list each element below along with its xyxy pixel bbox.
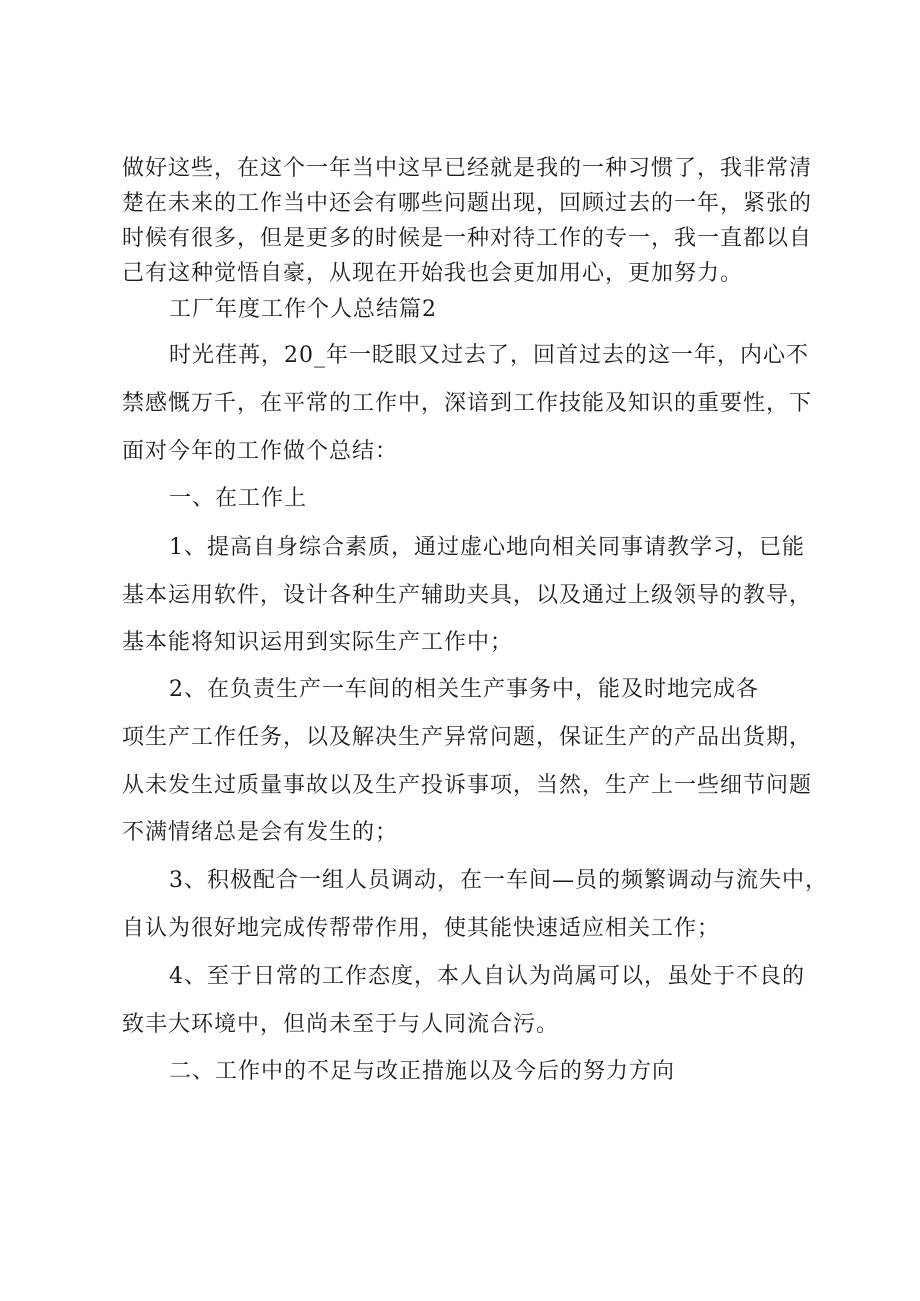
paragraph-line: 致丰大环境中，但尚未至于与人同流合污。	[122, 1012, 560, 1037]
paragraph-line: 1、提高自身综合素质，通过虚心地向相关同事请教学习，已能	[169, 535, 805, 560]
paragraph-line: 项生产工作任务，以及解决生产异常问题，保证生产的产品出货期，	[122, 725, 813, 750]
paragraph-line: 2、在负责生产一车间的相关生产事务中，能及时地完成各	[169, 677, 759, 702]
paragraph-line: 基本能将知识运用到实际生产工作中；	[122, 630, 514, 655]
paragraph-line: 3、积极配合一组人员调动，在一车间—员的频繁调动与流失中，	[169, 868, 828, 893]
paragraph-line: 从未发生过质量事故以及生产投诉事项，当然，生产上一些细节问题	[122, 773, 813, 798]
paragraph-line: 己有这种觉悟自豪，从现在开始我也会更加用心，更加努力。	[122, 261, 744, 286]
paragraph-line: 4、至于日常的工作态度，本人自认为尚属可以，虽处于不良的	[169, 964, 805, 989]
paragraph-line: 楚在未来的工作当中还会有哪些问题出现，回顾过去的一年，紧张的	[122, 191, 813, 216]
section-title: 工厂年度工作个人总结篇2	[169, 297, 437, 322]
subheading: 一、在工作上	[169, 486, 308, 511]
paragraph-line: 自认为很好地完成传帮带作用，使其能快速适应相关工作；	[122, 916, 721, 941]
paragraph-line: 面对今年的工作做个总结：	[122, 439, 399, 464]
paragraph-line: 做好这些，在这个一年当中这早已经就是我的一种习惯了，我非常清	[122, 156, 813, 181]
paragraph-line: 禁感慨万千，在平常的工作中，深谙到工作技能及知识的重要性，下	[122, 391, 813, 416]
paragraph-line: 基本运用软件，设计各种生产辅助夹具，以及通过上级领导的教导，	[122, 583, 813, 608]
paragraph-line: 不满情绪总是会有发生的；	[122, 820, 399, 845]
paragraph-line: 时光荏苒，20_年一眨眼又过去了，回首过去的这一年，内心不	[169, 343, 809, 368]
subheading: 二、工作中的不足与改正措施以及今后的努力方向	[169, 1059, 676, 1084]
paragraph-line: 时候有很多，但是更多的时候是一种对待工作的专一，我一直都以自	[122, 226, 813, 251]
